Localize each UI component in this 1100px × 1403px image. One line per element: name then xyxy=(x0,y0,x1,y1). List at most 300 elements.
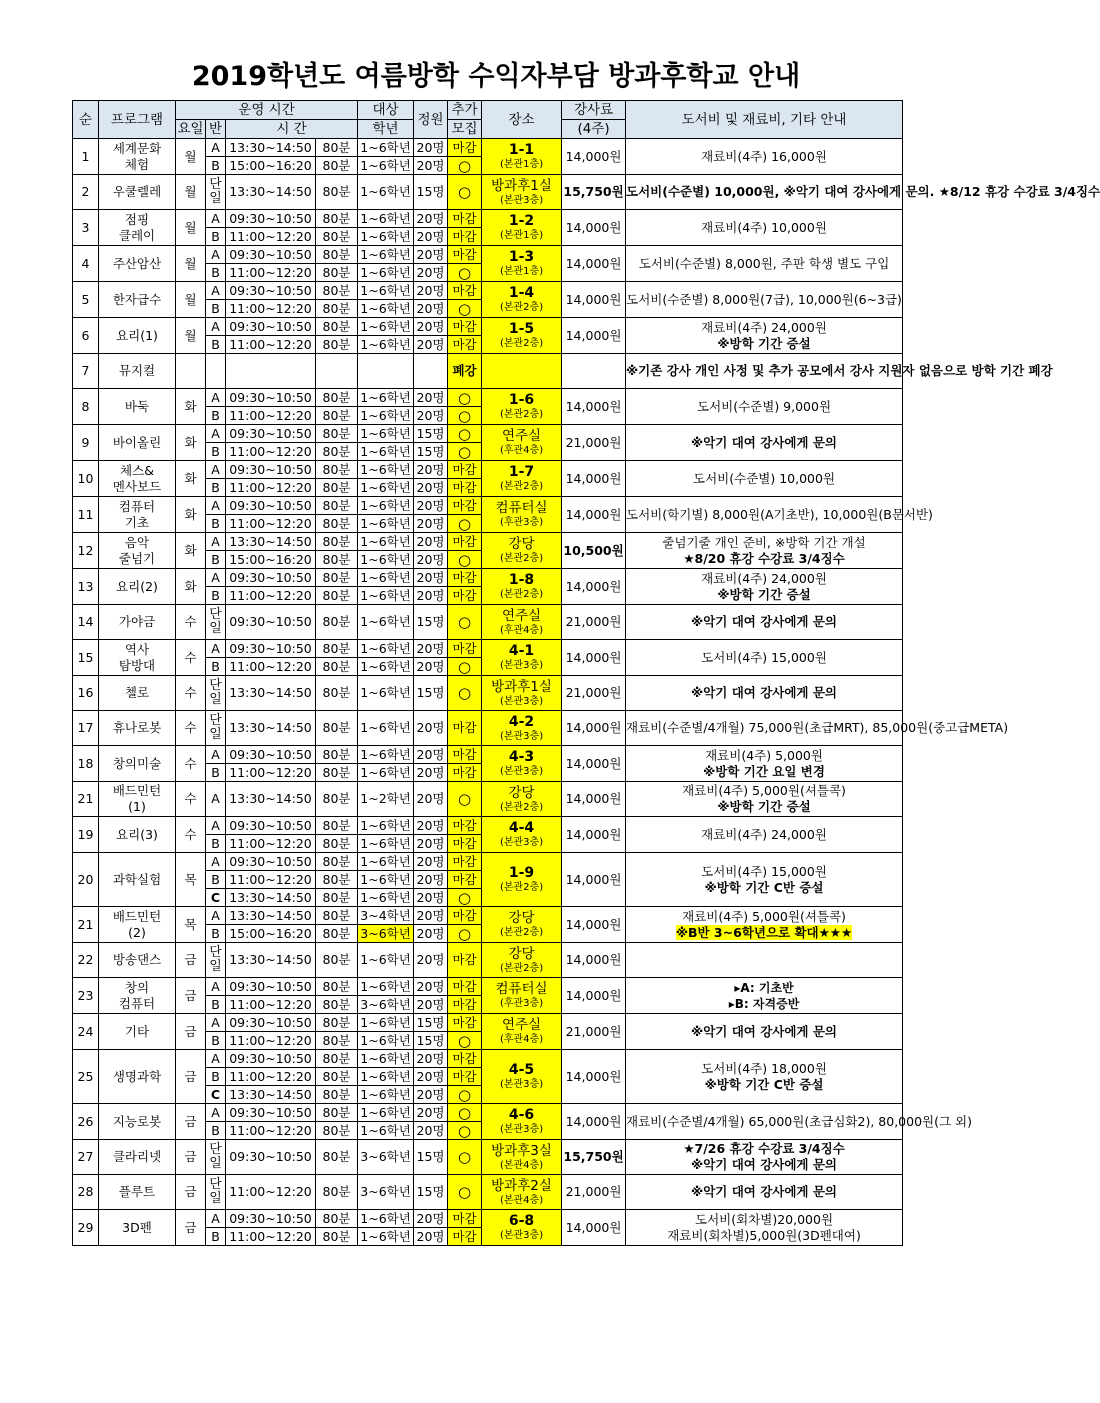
extra-recruit-status: 마감 xyxy=(448,497,482,515)
duration-cell: 80분 xyxy=(316,210,358,228)
program-name-text: 세계문화 체험 xyxy=(112,140,162,172)
place-room: 연주실 xyxy=(501,428,542,444)
program-day: 금 xyxy=(176,1210,206,1246)
class-cell: 단일 xyxy=(206,943,226,978)
capacity-cell: 15명 xyxy=(414,443,448,461)
time-cell: 15:00~16:20 xyxy=(226,157,316,175)
fee-cell: 14,000원 xyxy=(562,746,626,782)
header-fee-period: (4주) xyxy=(562,120,626,139)
table-row xyxy=(73,978,903,996)
place-cell xyxy=(482,746,562,782)
program-day: 목 xyxy=(176,853,206,907)
note-line: 재료비(4주) 16,000원 xyxy=(701,148,827,164)
note-line: 재료비(4주) 5,000원(셔틀콕) xyxy=(682,908,846,924)
time-cell: 09:30~10:50 xyxy=(226,1210,316,1228)
capacity-cell: 20명 xyxy=(414,640,448,658)
time-cell: 09:30~10:50 xyxy=(226,318,316,336)
grade-cell: 1~6학년 xyxy=(358,764,414,782)
place-building: (후관4층) xyxy=(499,624,544,636)
place-room: 1-5 xyxy=(508,321,535,337)
fee-cell: 10,500원 xyxy=(562,533,626,569)
note-line: 도서비(수준별) 9,000원 xyxy=(697,398,832,414)
program-day: 화 xyxy=(176,461,206,497)
capacity-cell: 20명 xyxy=(414,907,448,925)
program-day xyxy=(176,354,206,389)
table-row xyxy=(73,497,903,515)
place-building: (본관3층) xyxy=(499,766,544,777)
program-number: 28 xyxy=(73,1175,99,1210)
time-cell: 11:00~12:20 xyxy=(226,228,316,246)
extra-recruit-status: 마감 xyxy=(448,764,482,782)
class-cell: B xyxy=(206,228,226,246)
notes-cell xyxy=(626,817,903,853)
class-cell: B xyxy=(206,587,226,605)
note-line: 도서비(수준별) 8,000원(7급), 10,000원(6~3급) xyxy=(626,291,902,307)
grade-cell: 1~6학년 xyxy=(358,853,414,871)
table-row xyxy=(73,389,903,407)
note-line: ※악기 대여 강사에게 문의 xyxy=(691,685,838,700)
time-cell: 15:00~16:20 xyxy=(226,925,316,943)
duration-cell: 80분 xyxy=(316,925,358,943)
notes-cell xyxy=(626,533,903,569)
extra-recruit-status: ○ xyxy=(448,1140,482,1175)
place-building: (본관2층) xyxy=(499,409,544,420)
grade-cell: 1~6학년 xyxy=(358,1014,414,1032)
time-cell: 11:00~12:20 xyxy=(226,515,316,533)
notes-cell xyxy=(626,461,903,497)
grade-cell: 1~6학년 xyxy=(358,746,414,764)
header-place: 장소 xyxy=(482,101,562,139)
class-cell: B xyxy=(206,515,226,533)
class-cell: A xyxy=(206,1014,226,1032)
table-row xyxy=(73,246,903,264)
time-cell: 09:30~10:50 xyxy=(226,1140,316,1175)
duration-cell: 80분 xyxy=(316,443,358,461)
place-cell xyxy=(482,354,562,389)
capacity-cell: 20명 xyxy=(414,889,448,907)
capacity-cell: 20명 xyxy=(414,228,448,246)
class-cell: A xyxy=(206,282,226,300)
program-name xyxy=(99,569,176,605)
place-cell xyxy=(482,1175,562,1210)
header-fee: 강사료 xyxy=(562,101,626,120)
program-name xyxy=(99,1050,176,1104)
duration-cell: 80분 xyxy=(316,764,358,782)
time-cell: 11:00~12:20 xyxy=(226,587,316,605)
program-name xyxy=(99,853,176,907)
time-cell: 09:30~10:50 xyxy=(226,461,316,479)
grade-cell: 1~6학년 xyxy=(358,425,414,443)
program-day: 수 xyxy=(176,746,206,782)
duration-cell: 80분 xyxy=(316,1140,358,1175)
duration-cell: 80분 xyxy=(316,907,358,925)
capacity-cell: 20명 xyxy=(414,978,448,996)
grade-cell: 1~6학년 xyxy=(358,587,414,605)
program-name-text: 3D펜 xyxy=(122,1219,152,1235)
program-name-text: 배드민턴 (2) xyxy=(112,908,162,940)
note-line: 재료비(4주) 24,000원 xyxy=(701,826,827,842)
capacity-cell: 20명 xyxy=(414,569,448,587)
place-building: (본관3층) xyxy=(499,1124,544,1135)
extra-recruit-status: 마감 xyxy=(448,479,482,497)
grade-cell: 1~6학년 xyxy=(358,1122,414,1140)
program-number: 21 xyxy=(73,907,99,943)
extra-recruit-status: 마감 xyxy=(448,336,482,354)
place-building: (본관2층) xyxy=(499,481,544,492)
grade-cell: 1~6학년 xyxy=(358,139,414,157)
duration-cell: 80분 xyxy=(316,389,358,407)
place-cell xyxy=(482,318,562,354)
fee-cell: 21,000원 xyxy=(562,1014,626,1050)
extra-recruit-status: 마감 xyxy=(448,318,482,336)
extra-recruit-status: ○ xyxy=(448,605,482,640)
place-cell xyxy=(482,817,562,853)
class-cell xyxy=(206,354,226,389)
grade-cell: 1~6학년 xyxy=(358,889,414,907)
table-row xyxy=(73,782,903,817)
extra-recruit-status: ○ xyxy=(448,1086,482,1104)
place-room: 강당 xyxy=(508,945,535,962)
note-line: 도서비(수준별) 8,000원, 주판 학생 별도 구입 xyxy=(638,255,890,271)
grade-cell: 1~6학년 xyxy=(358,1086,414,1104)
capacity-cell: 15명 xyxy=(414,1032,448,1050)
capacity-cell: 20명 xyxy=(414,1086,448,1104)
place-cell xyxy=(482,711,562,746)
extra-recruit-status: ○ xyxy=(448,300,482,318)
program-day: 화 xyxy=(176,497,206,533)
class-cell: B xyxy=(206,479,226,497)
class-cell: 단일 xyxy=(206,676,226,711)
grade-cell: 1~6학년 xyxy=(358,1228,414,1246)
place-room: 1-8 xyxy=(508,572,535,588)
time-cell: 11:00~12:20 xyxy=(226,479,316,497)
table-row xyxy=(73,853,903,871)
capacity-cell: 15명 xyxy=(414,425,448,443)
time-cell: 11:00~12:20 xyxy=(226,871,316,889)
grade-cell: 1~6학년 xyxy=(358,389,414,407)
header-row xyxy=(73,101,903,120)
program-name xyxy=(99,978,176,1014)
program-name xyxy=(99,711,176,746)
extra-recruit-status: 마감 xyxy=(448,907,482,925)
header-program: 프로그램 xyxy=(99,101,176,139)
program-day: 수 xyxy=(176,782,206,817)
program-day: 월 xyxy=(176,282,206,318)
program-day: 수 xyxy=(176,676,206,711)
class-cell: A xyxy=(206,533,226,551)
time-cell: 13:30~14:50 xyxy=(226,711,316,746)
place-room: 방과후3실 xyxy=(491,1142,552,1159)
table-row xyxy=(73,569,903,587)
fee-cell: 14,000원 xyxy=(562,943,626,978)
class-cell: B xyxy=(206,996,226,1014)
grade-cell: 1~6학년 xyxy=(358,479,414,497)
place-cell xyxy=(482,533,562,569)
grade-cell: 1~6학년 xyxy=(358,676,414,711)
program-name-text: 주산암산 xyxy=(112,255,162,271)
place-building: (본관3층) xyxy=(499,837,544,848)
duration-cell: 80분 xyxy=(316,871,358,889)
capacity-cell: 20명 xyxy=(414,871,448,889)
program-name xyxy=(99,425,176,461)
time-cell: 11:00~12:20 xyxy=(226,764,316,782)
place-building: (본관1층) xyxy=(499,159,544,170)
program-number: 29 xyxy=(73,1210,99,1246)
table-row xyxy=(73,746,903,764)
place-cell xyxy=(482,389,562,425)
fee-cell: 21,000원 xyxy=(562,605,626,640)
time-cell: 13:30~14:50 xyxy=(226,175,316,210)
duration-cell: 80분 xyxy=(316,515,358,533)
duration-cell: 80분 xyxy=(316,264,358,282)
capacity-cell: 20명 xyxy=(414,461,448,479)
duration-cell: 80분 xyxy=(316,1086,358,1104)
program-number: 7 xyxy=(73,354,99,389)
extra-recruit-status: 마감 xyxy=(448,533,482,551)
grade-cell: 1~6학년 xyxy=(358,978,414,996)
program-day: 금 xyxy=(176,1014,206,1050)
grade-cell: 1~6학년 xyxy=(358,551,414,569)
place-building: (후관4층) xyxy=(499,445,544,456)
class-cell: A xyxy=(206,1104,226,1122)
extra-recruit-status: 마감 xyxy=(448,996,482,1014)
fee-cell: 14,000원 xyxy=(562,569,626,605)
table-row xyxy=(73,282,903,300)
time-cell: 09:30~10:50 xyxy=(226,605,316,640)
program-day: 수 xyxy=(176,711,206,746)
program-day: 월 xyxy=(176,139,206,175)
place-room: 4-1 xyxy=(508,643,535,659)
time-cell: 13:30~14:50 xyxy=(226,943,316,978)
class-cell: B xyxy=(206,764,226,782)
extra-recruit-status: 마감 xyxy=(448,569,482,587)
grade-cell: 1~6학년 xyxy=(358,461,414,479)
class-cell: A xyxy=(206,425,226,443)
grade-cell: 1~6학년 xyxy=(358,300,414,318)
fee-cell: 14,000원 xyxy=(562,711,626,746)
program-day: 금 xyxy=(176,978,206,1014)
notes-cell xyxy=(626,1104,972,1140)
notes-cell xyxy=(626,497,933,533)
header-target-grade: 학년 xyxy=(358,120,414,139)
notes-cell xyxy=(626,569,903,605)
grade-cell: 1~6학년 xyxy=(358,407,414,425)
program-name xyxy=(99,907,176,943)
place-room: 4-6 xyxy=(508,1107,535,1123)
grade-cell: 1~6학년 xyxy=(358,605,414,640)
table-row xyxy=(73,1104,903,1122)
time-cell: 11:00~12:20 xyxy=(226,996,316,1014)
capacity-cell: 20명 xyxy=(414,389,448,407)
table-row xyxy=(73,1050,903,1068)
note-line: ※악기 대여 강사에게 문의 xyxy=(691,1184,838,1199)
program-number: 19 xyxy=(73,817,99,853)
program-name-text: 점핑 클레이 xyxy=(118,211,156,243)
note-line: 도서비(수준별) 10,000원 xyxy=(693,470,836,486)
program-day: 수 xyxy=(176,817,206,853)
class-cell: B xyxy=(206,1032,226,1050)
place-room: 1-2 xyxy=(508,213,535,229)
extra-recruit-status: ○ xyxy=(448,1175,482,1210)
time-cell: 09:30~10:50 xyxy=(226,853,316,871)
table-row xyxy=(73,354,903,389)
place-cell xyxy=(482,605,562,640)
fee-cell: 14,000원 xyxy=(562,282,626,318)
duration-cell: 80분 xyxy=(316,228,358,246)
extra-recruit-status: 폐강 xyxy=(448,354,482,389)
duration-cell: 80분 xyxy=(316,640,358,658)
grade-cell: 1~6학년 xyxy=(358,175,414,210)
notes-cell xyxy=(626,1050,903,1104)
extra-recruit-status: 마감 xyxy=(448,817,482,835)
extra-recruit-status: 마감 xyxy=(448,640,482,658)
note-line: 재료비(4주) 24,000원 xyxy=(701,319,827,335)
fee-cell: 14,000원 xyxy=(562,782,626,817)
fee-cell: 14,000원 xyxy=(562,640,626,676)
program-name-text: 기타 xyxy=(124,1023,150,1039)
duration-cell: 80분 xyxy=(316,157,358,175)
notes-cell xyxy=(626,246,903,282)
grade-cell: 1~6학년 xyxy=(358,640,414,658)
duration-cell: 80분 xyxy=(316,817,358,835)
capacity-cell: 20명 xyxy=(414,587,448,605)
note-line: 재료비(수준별/4개월) 65,000원(초급심화2), 80,000원(그 외) xyxy=(626,1113,972,1129)
notes-cell xyxy=(626,389,903,425)
duration-cell: 80분 xyxy=(316,282,358,300)
program-number: 2 xyxy=(73,175,99,210)
table-row xyxy=(73,1140,903,1175)
grade-cell: 1~6학년 xyxy=(358,1210,414,1228)
program-number: 16 xyxy=(73,676,99,711)
duration-cell: 80분 xyxy=(316,336,358,354)
place-room: 4-5 xyxy=(508,1062,535,1078)
duration-cell: 80분 xyxy=(316,658,358,676)
class-cell: 단일 xyxy=(206,711,226,746)
table-row xyxy=(73,711,903,746)
class-cell: A xyxy=(206,139,226,157)
place-building: (본관4층) xyxy=(499,1159,544,1171)
extra-recruit-status: ○ xyxy=(448,676,482,711)
program-name-text: 방송댄스 xyxy=(112,952,162,967)
table-row xyxy=(73,676,903,711)
note-line: 도서비(회차별)20,000원 xyxy=(695,1211,834,1227)
notes-cell xyxy=(626,175,1100,210)
class-cell: C xyxy=(206,1086,226,1104)
capacity-cell: 20명 xyxy=(414,515,448,533)
capacity-cell: 20명 xyxy=(414,817,448,835)
duration-cell: 80분 xyxy=(316,479,358,497)
fee-cell: 14,000원 xyxy=(562,210,626,246)
time-cell: 11:00~12:20 xyxy=(226,1228,316,1246)
program-name xyxy=(99,640,176,676)
notes-cell xyxy=(626,640,903,676)
place-room: 1-7 xyxy=(508,464,535,480)
capacity-cell: 15명 xyxy=(414,1014,448,1032)
header-target: 대상 xyxy=(358,101,414,120)
time-cell: 13:30~14:50 xyxy=(226,782,316,817)
program-name-text: 창의 컴퓨터 xyxy=(118,979,156,1011)
duration-cell: 80분 xyxy=(316,300,358,318)
program-name xyxy=(99,782,176,817)
duration-cell: 80분 xyxy=(316,996,358,1014)
note-line: ※악기 대여 강사에게 문의 xyxy=(691,1023,838,1039)
fee-cell: 21,000원 xyxy=(562,425,626,461)
extra-recruit-status: ○ xyxy=(448,175,482,210)
class-cell: B xyxy=(206,157,226,175)
duration-cell: 80분 xyxy=(316,139,358,157)
duration-cell: 80분 xyxy=(316,461,358,479)
time-cell: 13:30~14:50 xyxy=(226,533,316,551)
grade-cell: 1~6학년 xyxy=(358,533,414,551)
extra-recruit-status: ○ xyxy=(448,389,482,407)
place-building: (본관2층) xyxy=(499,589,544,600)
place-building: (본관3층) xyxy=(499,194,544,206)
grade-cell: 1~6학년 xyxy=(358,817,414,835)
note-line: ※기존 강사 개인 사정 및 추가 공모에서 강사 지원자 없음으로 방학 기간 폐강 xyxy=(626,363,1053,378)
place-cell xyxy=(482,282,562,318)
header-time: 시 간 xyxy=(226,120,358,139)
program-name xyxy=(99,1210,176,1246)
class-cell: B xyxy=(206,1122,226,1140)
header-no: 순 xyxy=(73,101,99,139)
grade-cell: 3~6학년 xyxy=(358,1140,414,1175)
program-name xyxy=(99,605,176,640)
place-cell xyxy=(482,853,562,907)
extra-recruit-status: 마감 xyxy=(448,1228,482,1246)
time-cell: 09:30~10:50 xyxy=(226,497,316,515)
capacity-cell: 20명 xyxy=(414,853,448,871)
time-cell: 09:30~10:50 xyxy=(226,210,316,228)
class-cell: A xyxy=(206,817,226,835)
place-cell xyxy=(482,676,562,711)
grade-cell: 1~6학년 xyxy=(358,264,414,282)
duration-cell: 80분 xyxy=(316,835,358,853)
program-name xyxy=(99,210,176,246)
extra-recruit-status: 마감 xyxy=(448,461,482,479)
class-cell: A xyxy=(206,318,226,336)
place-room: 방과후2실 xyxy=(491,1177,552,1194)
note-line: ※악기 대여 강사에게 문의 xyxy=(691,1157,838,1172)
program-day: 화 xyxy=(176,533,206,569)
place-cell xyxy=(482,640,562,676)
notes-cell xyxy=(626,853,903,907)
note-line: ★8/20 휴강 수강료 3/4징수 xyxy=(683,550,845,566)
class-cell: B xyxy=(206,551,226,569)
capacity-cell: 15명 xyxy=(414,1175,448,1210)
fee-cell: 14,000원 xyxy=(562,817,626,853)
header-op-time: 운영 시간 xyxy=(176,101,358,120)
capacity-cell: 20명 xyxy=(414,1122,448,1140)
program-name-text: 음악 줄넘기 xyxy=(118,534,156,566)
table-row xyxy=(73,907,903,925)
program-number: 10 xyxy=(73,461,99,497)
class-cell: 단일 xyxy=(206,1140,226,1175)
time-cell: 09:30~10:50 xyxy=(226,640,316,658)
program-number: 21 xyxy=(73,782,99,817)
capacity-cell: 20명 xyxy=(414,1050,448,1068)
note-line: 도서비(4주) 15,000원 xyxy=(701,863,827,879)
place-building: (본관3층) xyxy=(499,660,544,671)
place-cell xyxy=(482,1210,562,1246)
grade-cell: 1~6학년 xyxy=(358,515,414,533)
program-number: 11 xyxy=(73,497,99,533)
extra-recruit-status: 마감 xyxy=(448,210,482,228)
note-line: ※방학 기간 요일 변경 xyxy=(703,763,825,779)
class-cell: A xyxy=(206,640,226,658)
time-cell: 09:30~10:50 xyxy=(226,282,316,300)
table-row xyxy=(73,425,903,443)
extra-recruit-status: 마감 xyxy=(448,711,482,746)
